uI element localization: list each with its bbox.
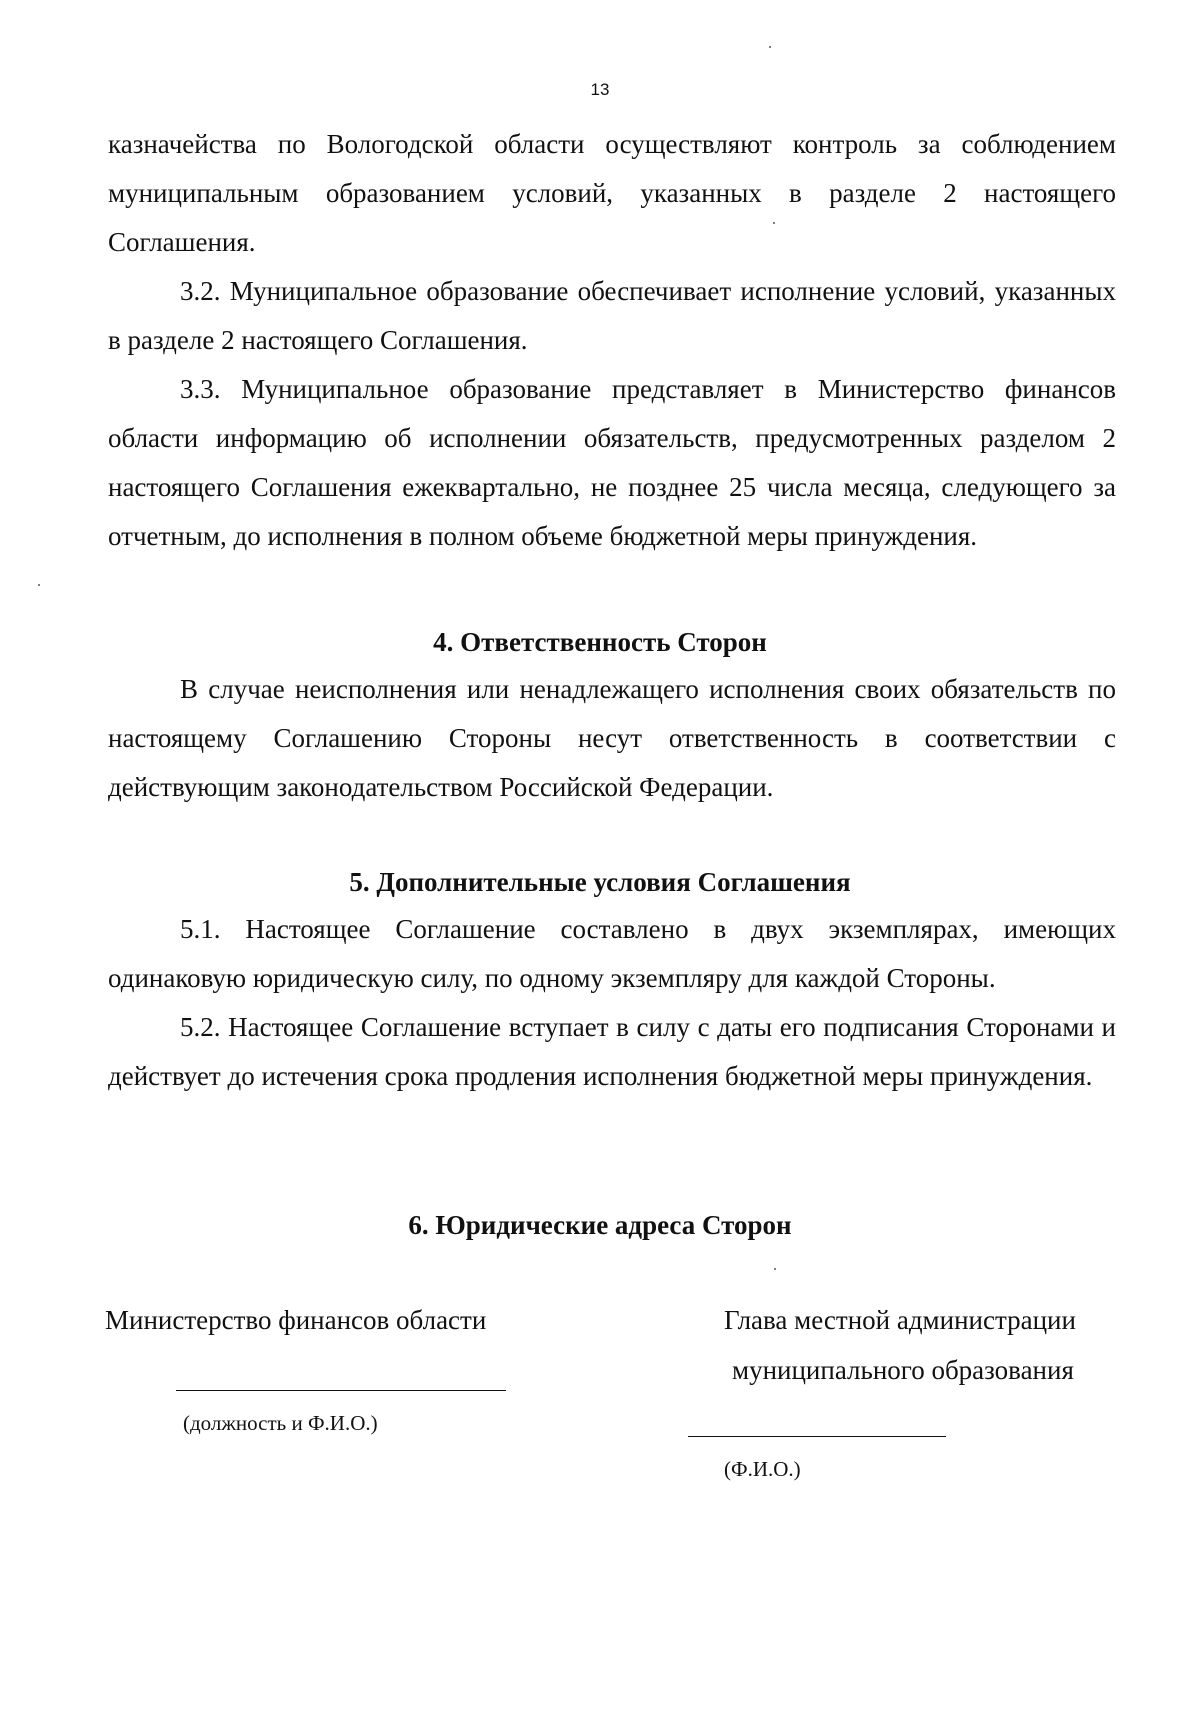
clause-5-1: 5.1. Настоящее Соглашение составлено в двух экземплярах, имеющих одинаковую юридическую силу, по одному экземпляру для каждой Стороны. [108, 914, 1116, 993]
section-3-continuation: казначейства по Вологодской области осуществляют контроль за соблюдением муниципальным образованием условий, указанных в разделе 2 настоящего Соглашения. [108, 129, 1116, 257]
left-signature-caption: (должность и Ф.И.О.) [183, 1411, 378, 1435]
section-4-text: В случае неисполнения или ненадлежащего исполнения своих обязательств по настоящему Соглашению Стороны несут ответственность в соответствии с действующим законодательством Российской Федерации. [108, 674, 1116, 802]
left-party-label: Министерство финансов области [105, 1305, 487, 1335]
page-number: 13 [590, 80, 610, 99]
scan-speck [774, 1268, 776, 1270]
right-party-label-line1: Глава местной администрации [724, 1305, 1076, 1335]
clause-5-2: 5.2. Настоящее Соглашение вступает в силу с даты его подписания Сторонами и действует до истечения срока продления исполнения бюджетной меры принуждения. [108, 1012, 1116, 1091]
section-4-heading: 4. Ответственность Сторон [433, 627, 767, 657]
scan-speck [769, 46, 771, 48]
clause-3-3: 3.3. Муниципальное образование представляет в Министерство финансов области информацию об исполнении обязательств, предусмотренных разделом 2 настоящего Соглашения ежеквартально, не позднее 25 числа месяца, следующего за отчетным, до исполнения в полном объеме бюджетной меры принуждения. [108, 374, 1116, 551]
section-4-body [108, 665, 1116, 812]
section-6-heading: 6. Юридические адреса Сторон [408, 1210, 792, 1240]
section-3-body [108, 120, 1116, 561]
right-signature-line [688, 1436, 946, 1437]
scan-speck [773, 222, 775, 224]
clause-3-2: 3.2. Муниципальное образование обеспечивает исполнение условий, указанных в разделе 2 настоящего Соглашения. [108, 276, 1116, 355]
left-signature-line [176, 1390, 506, 1391]
scan-speck [38, 584, 40, 586]
section-5-body [108, 905, 1116, 1101]
right-signature-caption: (Ф.И.О.) [724, 1457, 801, 1481]
section-5-heading: 5. Дополнительные условия Соглашения [349, 867, 851, 897]
right-party-label-line2: муниципального образования [732, 1355, 1074, 1385]
